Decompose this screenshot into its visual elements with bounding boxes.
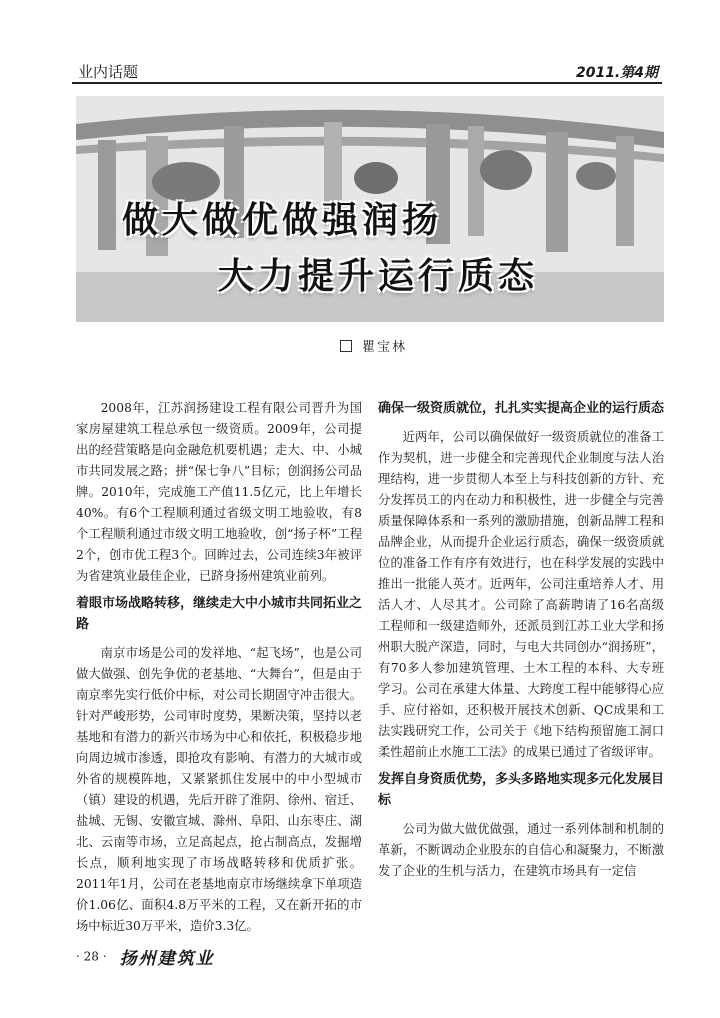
- left-column: [76, 398, 362, 937]
- paragraph-1: 南京市场是公司的发祥地、“起飞场”，也是公司做大做强、创先争优的老基地、“大舞台”，但是由于南京率先实行低价中标，对公司长期固守冲击很大。针对严峻形势，公司审时度势，果断决策，坚持以老基地和有潜力的新兴市场为中心和依托，积极稳步地向周边城市渗透，即抢攻有影响、有潜力的大城市或外省的规模阵地，又紧紧抓住发展中的中小型城市（镇）建设的机遇，先后开辟了淮阴、徐州、宿迁、盐城、无锡、安徽宣城、滁州、阜阳、山东枣庄、湖北、云南等市场，立足高起点，抢占制高点，发掘增长点，顺利地实现了市场战略转移和优质扩张。2011年1月，公司在老基地南京市场继续拿下单项造价1.06亿、面积4.8万平米的工程，又在新开拓的市场中标近30万平米，造价3.3亿。: [76, 646, 362, 933]
- title-line-1: 做大做优做强润扬: [122, 200, 443, 241]
- header-rule: [72, 82, 662, 84]
- right-column: [378, 398, 664, 882]
- intro-paragraph: 2008年，江苏润扬建设工程有限公司晋升为国家房屋建筑工程总承包一级资质。2009年，公司提出的经营策略是向金融危机要机遇；走大、中、小城市共同发展之路；拼“保七争八”目标；创润扬公司品牌。2010年，完成施工产值11.5亿元，比上年增长40%。有6个工程顺利通过省级文明工地验收，有8个工程顺利通过市级文明工地验收，创“扬子杯”工程2个，创市优工程3个。回眸过去，公司连续3年被评为省建筑业最佳企业，已跻身扬州建筑业前列。: [76, 401, 362, 583]
- square-icon: [340, 340, 352, 352]
- title-line-2: 大力提升运行质态: [218, 256, 539, 297]
- magazine-logo: 扬州建筑业: [119, 949, 215, 969]
- section-title: 业内话题: [78, 63, 139, 81]
- author-name: 瞿宝林: [362, 340, 408, 355]
- page-header: [72, 58, 662, 84]
- paragraph-3: 公司为做大做优做强，通过一系列体制和机制的革新，不断调动企业股东的自信心和凝聚力，不断激发了企业的生机与活力，在建筑市场具有一定信: [378, 822, 664, 878]
- section-heading-3: 发挥自身资质优势，多头多路地实现多元化发展目标: [378, 772, 665, 808]
- section-heading-2: 确保一级资质就位，扎扎实实提高企业的运行质态: [378, 401, 665, 416]
- author-byline: [340, 336, 407, 355]
- page-footer: [76, 944, 215, 968]
- section-heading-1: 着眼市场战略转移，继续走大中小城市共同拓业之路: [76, 596, 363, 632]
- paragraph-2: 近两年，公司以确保做好一级资质就位的准备工作为契机，进一步健全和完善现代企业制度与法人治理结构，进一步贯彻人本至上与科技创新的方针、充分发挥员工的内在动力和积极性，进一步健全与完善质量保障体系和一系列的激励措施，创新品牌工程和品牌企业，从而提升企业运行质态，确保一级资质就位的准备工作有序有效进行，也在科学发展的实践中推出一批能人英才。近两年，公司注重培养人才、用活人才、人尽其才。公司除了高薪聘请了16名高级工程师和一级建造师外，还派员到江苏工业大学和扬州职大脱产深造，同时，与电大共同创办“润扬班”，有70多人参加建筑管理、土木工程的本科、大专班学习。公司在承建大体量、大跨度工程中能够得心应手、应付裕如，还积极开展技术创新、QC成果和工法实践研究工作，公司关于《地下结构预留施工洞口柔性超前止水施工工法》的成果已通过了省级评审。: [378, 430, 664, 759]
- page-number: · 28 ·: [76, 949, 107, 964]
- issue-number: 2011.第4期: [575, 65, 658, 81]
- title-banner: [76, 96, 664, 322]
